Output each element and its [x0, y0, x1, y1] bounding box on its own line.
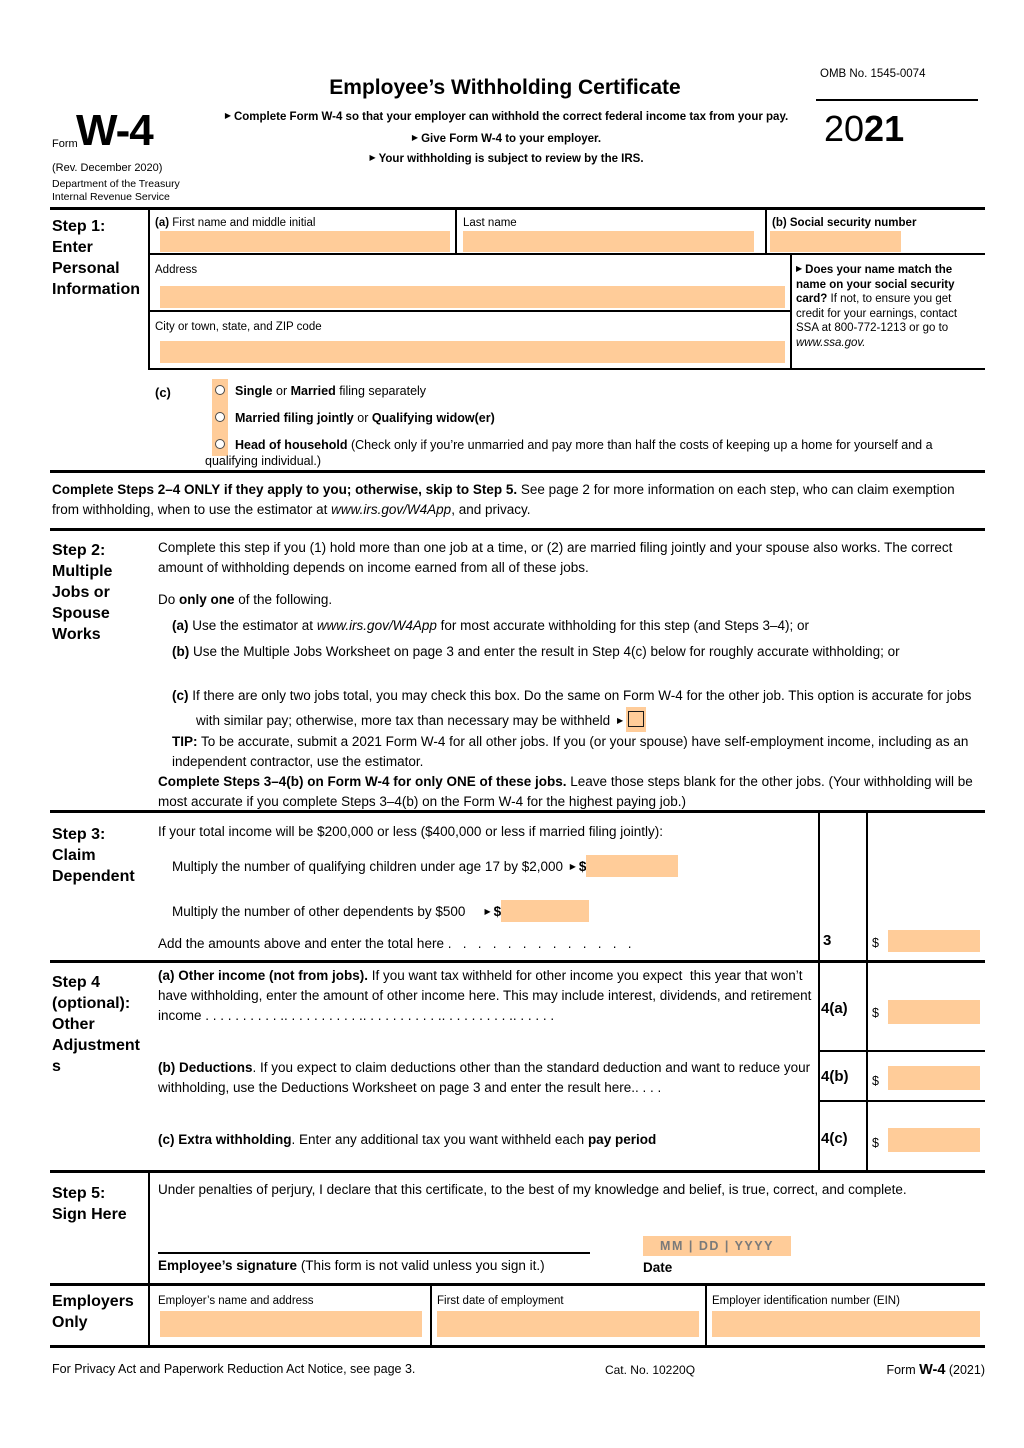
arrow-right-icon: ▶: [569, 862, 576, 871]
address-label: Address: [155, 264, 198, 276]
step2-complete-bold: Complete Steps 3–4(b) on Form W-4 for only ONE of these jobs.: [158, 774, 567, 789]
option-text: filing separately: [335, 384, 427, 398]
step2-complete-text: Leave those steps blank for the other jobs. (Your withholding will be most accurate if you complete Steps 3–4(b) on the Form W-4 for the highest paying job.): [158, 774, 973, 809]
other-dependents-input[interactable]: [501, 900, 589, 922]
tax-year: [824, 108, 904, 150]
step-label-line: (optional):: [52, 995, 131, 1012]
dollar-sign: $: [872, 1006, 879, 1020]
step-label-line: Other: [52, 1016, 95, 1033]
other-dependents-row: [172, 900, 822, 922]
notice-text: , and privacy.: [451, 502, 531, 517]
first-date-of-employment-input[interactable]: [437, 1311, 699, 1337]
form-title: Employee’s Withholding Certificate: [329, 76, 681, 99]
step4b-text: [158, 1058, 820, 1098]
divider-line: [50, 528, 985, 531]
footer-text: Form: [886, 1363, 920, 1377]
divider-line: [50, 1170, 985, 1173]
step-label-line: Step 3:: [52, 826, 106, 843]
step2-option-a: [172, 616, 996, 636]
first-date-of-employment-label: First date of employment: [437, 1295, 564, 1307]
signature-label-text: (This form is not valid unless you sign it.): [297, 1258, 545, 1273]
divider-line: [148, 368, 985, 370]
date-input[interactable]: MM | DD | YYYY: [643, 1236, 791, 1256]
date-label: Date: [643, 1260, 673, 1275]
notice-url: www.irs.gov/W4App: [331, 502, 452, 517]
step-label-line: Employers: [52, 1293, 134, 1310]
arrow-right-icon: ▶: [224, 111, 231, 120]
header-bullet-text: Complete Form W-4 so that your employer can withhold the correct federal income tax from your pay.: [233, 111, 789, 123]
step2-option-letter: (b): [172, 644, 190, 659]
form-revision: (Rev. December 2020): [52, 162, 163, 174]
ein-input[interactable]: [712, 1311, 980, 1337]
step-label-line: Enter: [52, 239, 93, 256]
step4a-bold: (a) Other income (not from jobs).: [158, 968, 369, 983]
step2-text: Use the estimator at: [188, 618, 317, 633]
option-text: (Check only if you’re unmarried and pay more than half the costs of keeping up a home for yourself and a qualifying individual.): [205, 438, 933, 468]
divider-line: [50, 1345, 985, 1348]
two-jobs-checkbox-patch: [626, 707, 646, 732]
ssa-name-match-note: [796, 262, 982, 350]
step-label-line: Step 5:: [52, 1185, 106, 1202]
dollar-sign: $: [578, 859, 587, 874]
radio-single-or-married-separately[interactable]: [215, 385, 225, 395]
divider-line: [50, 810, 985, 813]
option-text: Married: [290, 384, 336, 398]
header-bullet: [160, 153, 850, 165]
notice-bold: Complete Steps 2–4 ONLY if they apply to you; otherwise, skip to Step 5.: [52, 482, 518, 497]
header-bullet: [160, 133, 850, 145]
dollar-sign: $: [872, 1136, 879, 1150]
step2-text: of the following.: [234, 592, 333, 607]
step2-text: Use the Multiple Jobs Worksheet on page 3 and enter the result in Step 4(c) below for roughly accurate withholding; or: [189, 644, 900, 659]
step2-intro: Complete this step if you (1) hold more than one job at a time, or (2) are married filing jointly and your spouse also works. The correct amount of withholding depends on income earned from all of these jobs.: [158, 540, 953, 575]
tip-text: To be accurate, submit a 2021 Form W-4 for all other jobs. If you (or your spouse) have self-employment income, including as an independent contractor, use the estimator.: [172, 734, 969, 769]
column-divider: [455, 210, 457, 253]
last-name-input[interactable]: [463, 231, 754, 252]
ssn-input[interactable]: [770, 231, 901, 252]
step-label-line: Only: [52, 1314, 88, 1331]
divider-line: [148, 310, 790, 312]
divider-line: [50, 1283, 985, 1286]
other-dependents-text: Multiply the number of other dependents by $500: [172, 904, 466, 919]
step2-option-c: [172, 684, 986, 732]
option-text: Head of household: [235, 438, 348, 452]
signature-label: [158, 1258, 545, 1273]
two-jobs-checkbox[interactable]: [628, 711, 644, 727]
employers-only-label: [52, 1291, 148, 1333]
ssa-note-bold: Does your name match the name on your social security card?: [796, 264, 955, 305]
perjury-statement: Under penalties of perjury, I declare that this certificate, to the best of my knowledge and belief, is true, correct, and complete.: [158, 1182, 907, 1197]
tax-year-light: 20: [824, 108, 865, 149]
extra-withholding-input[interactable]: [888, 1128, 980, 1152]
tip-label: TIP:: [172, 734, 198, 749]
dollar-sign: $: [493, 904, 502, 919]
step-label-line: Sign Here: [52, 1206, 127, 1223]
footer-privacy-note: For Privacy Act and Paperwork Reduction Act Notice, see page 3.: [52, 1362, 416, 1376]
first-name-label-text: First name and middle initial: [169, 217, 316, 229]
last-name-label: Last name: [463, 217, 517, 229]
signature-label-bold: Employee’s signature: [158, 1258, 298, 1273]
footer-form-number: [886, 1362, 985, 1378]
form-number-label: Form: [52, 138, 78, 150]
column-divider: [148, 210, 150, 368]
step2-text: only one: [179, 592, 235, 607]
step2-label: [52, 540, 148, 645]
option-text: Single: [235, 384, 273, 398]
option-text: or: [272, 384, 291, 398]
line-4a-number: 4(a): [821, 1000, 848, 1017]
step-label-line: Dependent: [52, 868, 135, 885]
form-number: W-4: [76, 106, 153, 155]
step2-text: If there are only two jobs total, you may check this box. Do the same on Form W-4 for the other job. This option is accurate for jobs with similar pay; otherwise, more tax than necessary may be withheld: [188, 688, 972, 728]
header-bullet-text: Give Form W-4 to your employer.: [421, 133, 602, 145]
step2-url: www.irs.gov/W4App: [316, 618, 437, 633]
divider-line: [50, 470, 985, 473]
step3-intro: If your total income will be $200,000 or less ($400,000 or less if married filing jointly):: [158, 824, 663, 839]
city-state-zip-input[interactable]: [160, 341, 785, 363]
option-text: Married filing jointly: [235, 411, 354, 425]
address-input[interactable]: [160, 286, 785, 308]
steps-2-4-notice: [52, 480, 982, 520]
tax-year-bold: 21: [864, 108, 905, 149]
step-label-line: Step 4: [52, 974, 101, 991]
step2-text: Do: [158, 592, 180, 607]
step4a-leader: income . . . . . . . . . . .. . . . . . . . . . .. . . . . . . . . . .. . . . . . . . . .. . . . . .: [158, 1008, 555, 1023]
deductions-input[interactable]: [888, 1066, 980, 1090]
column-divider: [790, 253, 792, 368]
arrow-right-icon: ▶: [484, 907, 491, 916]
filing-option-single: [235, 383, 426, 399]
arrow-right-icon: ▶: [369, 153, 376, 162]
line-4b-number: 4(b): [821, 1068, 849, 1085]
step4a-body: If you want tax withheld for other income you expect this year that won’t have withholding, enter the amount of other income here. This may include interest, dividends, and retirement: [158, 968, 812, 1003]
qualifying-children-input[interactable]: [586, 855, 678, 877]
dollar-sign: $: [872, 936, 879, 950]
first-name-input[interactable]: [160, 231, 450, 252]
header-bullet-text: Your withholding is subject to review by the IRS.: [378, 153, 644, 165]
radio-married-filing-jointly[interactable]: [215, 412, 225, 422]
employer-name-label: Employer’s name and address: [158, 1295, 314, 1307]
notice-text: See page 2 for more information on each step, who can claim exemption from withholding, when to use the estimator at: [52, 482, 955, 517]
footer-text: (2021): [945, 1363, 985, 1377]
city-state-zip-label: City or town, state, and ZIP code: [155, 321, 322, 333]
treasury-dept-label: Department of the Treasury: [52, 178, 180, 190]
step-label-line: Claim: [52, 847, 96, 864]
filing-option-married-jointly: [235, 410, 495, 426]
line-4c-number: 4(c): [821, 1130, 848, 1147]
column-divider: [705, 1286, 707, 1345]
column-divider: [148, 1173, 150, 1283]
step-label-line: Adjustment: [52, 1037, 140, 1054]
column-divider: [765, 210, 767, 253]
divider-line: [50, 960, 985, 963]
dollar-sign: $: [872, 1074, 879, 1088]
step4c-bold: pay period: [587, 1132, 657, 1147]
step2-do-only-one: [158, 590, 976, 610]
first-name-label-letter: (a): [155, 217, 170, 229]
step-label-line: Step 2:: [52, 542, 106, 559]
qualifying-children-row: [172, 855, 822, 877]
step3-label: [52, 824, 152, 887]
step1-label: [52, 216, 148, 300]
option-text: or: [353, 411, 372, 425]
ssa-note-url: www.ssa.gov.: [796, 336, 866, 349]
signature-line[interactable]: [158, 1252, 590, 1254]
divider-line: [148, 253, 985, 255]
filing-option-head-of-household: [205, 437, 953, 469]
step4c-body: . Enter any additional tax you want withheld each: [291, 1132, 588, 1147]
step2-option-letter: (c): [172, 688, 189, 703]
arrow-right-icon: ▶: [411, 133, 419, 142]
total-dependents-input[interactable]: [888, 930, 980, 952]
divider-line: [50, 207, 985, 210]
step4a-text: [158, 966, 816, 1026]
irs-label: Internal Revenue Service: [52, 191, 170, 203]
step5-label: [52, 1183, 148, 1225]
footer-cat-no: Cat. No. 10220Q: [604, 1363, 696, 1377]
employer-name-input[interactable]: [160, 1311, 422, 1337]
step4b-body: . If you expect to claim deductions other than the standard deduction and want to reduce your withholding, use the Deductions Worksheet on page 3 and enter the result here.. . . .: [158, 1060, 814, 1095]
step2-tip: [172, 732, 977, 772]
arrow-right-icon: ▶: [616, 716, 624, 725]
ssn-label: (b) Social security number: [772, 217, 917, 229]
column-divider: [866, 813, 868, 1170]
step-label-line: Personal: [52, 260, 120, 277]
column-divider: [430, 1286, 432, 1345]
step-label-line: Works: [52, 626, 101, 643]
omb-number: OMB No. 1545-0074: [820, 68, 926, 80]
arrow-right-icon: ▶: [796, 264, 803, 273]
step3-line-number: 3: [823, 932, 832, 949]
step-label-line: Step 1:: [52, 218, 106, 235]
step-label-line: Spouse: [52, 605, 110, 622]
divider-line: [818, 1050, 985, 1052]
qualifying-children-text: Multiply the number of qualifying children under age 17 by $2,000: [172, 859, 567, 874]
step2-text: for most accurate withholding for this step (and Steps 3–4); or: [436, 618, 810, 633]
step-label-line: Multiple: [52, 563, 113, 580]
step4c-text: [158, 1130, 818, 1150]
filing-status-label: (c): [155, 385, 171, 400]
divider-line: [818, 1100, 985, 1102]
total-dependents-row: Add the amounts above and enter the total here . . . . . . . . . . . . .: [158, 936, 632, 951]
step-label-line: Information: [52, 281, 140, 298]
step4-label: [52, 972, 150, 1077]
step2-option-letter: (a): [172, 618, 189, 633]
step-label-line: s: [52, 1058, 61, 1075]
column-divider: [148, 1286, 150, 1345]
step2-option-b: [172, 642, 996, 662]
ein-label: Employer identification number (EIN): [712, 1295, 900, 1307]
ssa-note-text: If not, to ensure you get credit for your earnings, contact SSA at 800-772-1213 or go to: [796, 293, 958, 334]
divider-line: [816, 99, 978, 101]
step4b-bold: (b) Deductions: [158, 1060, 253, 1075]
header-bullet: [160, 111, 850, 123]
other-income-input[interactable]: [888, 1000, 980, 1024]
step2-complete-note: [158, 772, 980, 812]
option-text: Qualifying widow(er): [371, 411, 495, 425]
first-name-label: [155, 216, 315, 230]
step-label-line: Jobs or: [52, 584, 110, 601]
step4c-bold: (c) Extra withholding: [158, 1132, 292, 1147]
footer-form-bold: W-4: [919, 1362, 946, 1378]
